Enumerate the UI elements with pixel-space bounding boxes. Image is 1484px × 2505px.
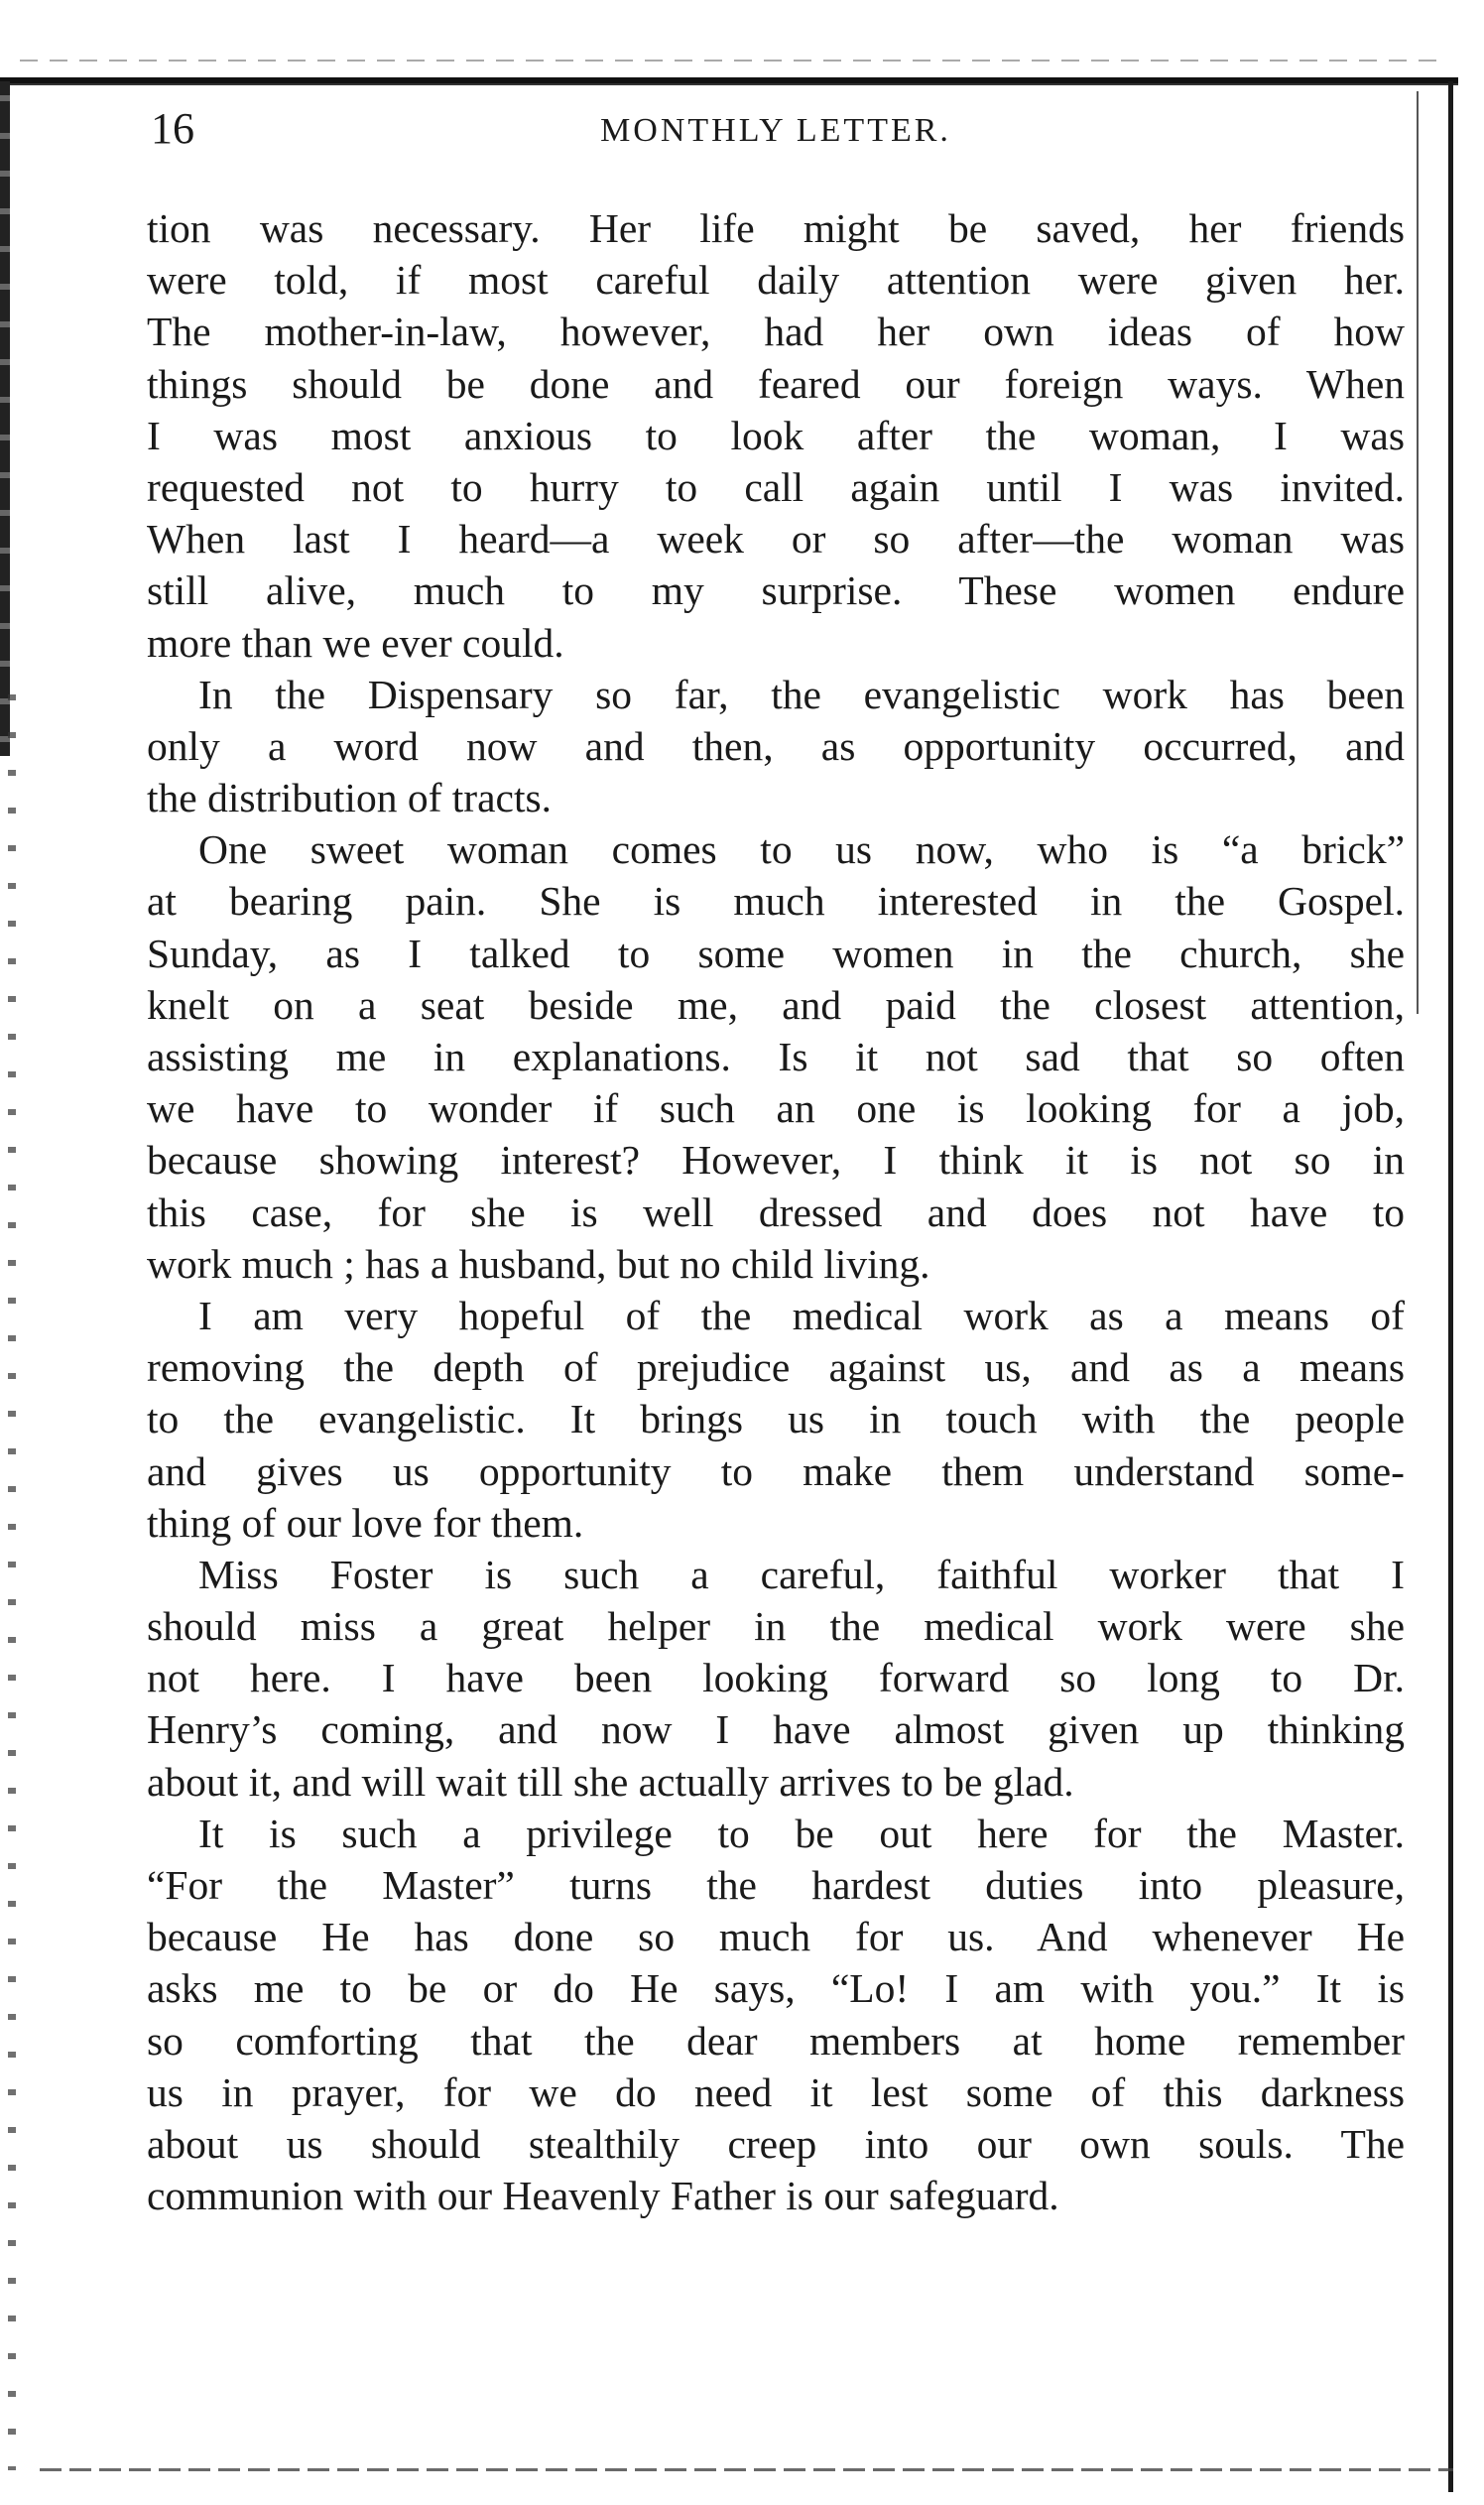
text-line: not here. I have been looking forward so long to Dr.: [147, 1655, 1405, 1701]
text-line: Sunday, as I talked to some women in the church, she: [147, 930, 1405, 976]
text-line: to the evangelistic. It brings us in touch with the people: [147, 1396, 1405, 1442]
text-line: knelt on a seat beside me, and paid the closest attention,: [147, 981, 1405, 1028]
top-border-specks: [20, 60, 1448, 62]
page-number: 16: [151, 104, 194, 153]
text-line: thing of our love for them.: [147, 1499, 584, 1546]
text-line: and gives us opportunity to make them understand some-: [147, 1447, 1405, 1494]
text-line: removing the depth of prejudice against us, and as a means: [147, 1344, 1405, 1391]
text-line: more than we ever could.: [147, 619, 564, 666]
text-line: at bearing pain. She is much interested in the Gospel.: [147, 878, 1405, 925]
text-line: so comforting that the dear members at home remember: [147, 2017, 1405, 2064]
inner-right-rule: [1417, 91, 1419, 1014]
text-line: this case, for she is well dressed and does not have to: [147, 1189, 1405, 1235]
text-line: still alive, much to my surprise. These women endure: [147, 567, 1405, 614]
text-line: because showing interest? However, I think it is not so in: [147, 1137, 1405, 1184]
text-line: It is such a privilege to be out here for the Master.: [198, 1810, 1405, 1856]
running-head: MONTHLY LETTER.: [600, 112, 951, 149]
left-border-rule: [0, 81, 10, 756]
text-line: When last I heard—a week or so after—the woman was: [147, 516, 1405, 563]
text-line: Henry’s coming, and now I have almost given up thinking: [147, 1706, 1405, 1753]
text-line: I am very hopeful of the medical work as a means of: [198, 1292, 1405, 1338]
body-text: [147, 202, 1405, 2221]
text-line: only a word now and then, as opportunity occurred, and: [147, 722, 1405, 769]
text-line: Miss Foster is such a careful, faithful worker that I: [198, 1551, 1405, 1597]
text-line: requested not to hurry to call again until I was invited.: [147, 463, 1405, 510]
text-line: because He has done so much for us. And whenever He: [147, 1914, 1405, 1960]
text-line: were told, if most careful daily attention were given her.: [147, 257, 1405, 304]
top-border-rule: [0, 77, 1458, 85]
left-margin-specks: [8, 694, 16, 2470]
text-line: I was most anxious to look after the woman, I was: [147, 412, 1405, 458]
text-line: In the Dispensary so far, the evangelistic work has been: [198, 671, 1405, 717]
text-line: we have to wonder if such an one is looking for a job,: [147, 1085, 1405, 1132]
text-line: communion with our Heavenly Father is our safeguard.: [147, 2173, 1059, 2219]
text-line: “For the Master” turns the hardest duties into pleasure,: [147, 1862, 1405, 1908]
text-line: work much ; has a husband, but no child living.: [147, 1240, 930, 1287]
text-line: should miss a great helper in the medical work were she: [147, 1603, 1405, 1650]
right-border-rule: [1448, 81, 1453, 2492]
text-line: asks me to be or do He says, “Lo! I am with you.” It is: [147, 1965, 1405, 2012]
text-line: us in prayer, for we do need it lest some of this darkness: [147, 2068, 1405, 2115]
text-line: the distribution of tracts.: [147, 775, 553, 821]
bottom-border-rule: [40, 2468, 1453, 2471]
text-line: The mother-in-law, however, had her own ideas of how: [147, 309, 1405, 355]
text-line: things should be done and feared our foreign ways. When: [147, 360, 1405, 407]
page-header: [151, 99, 1401, 159]
text-line: tion was necessary. Her life might be saved, her friends: [147, 205, 1405, 251]
text-line: assisting me in explanations. Is it not sad that so often: [147, 1034, 1405, 1079]
text-line: One sweet woman comes to us now, who is “a brick”: [198, 826, 1405, 873]
text-line: about it, and will wait till she actually arrives to be glad.: [147, 1758, 1074, 1805]
text-line: about us should stealthily creep into our own souls. The: [147, 2120, 1405, 2167]
